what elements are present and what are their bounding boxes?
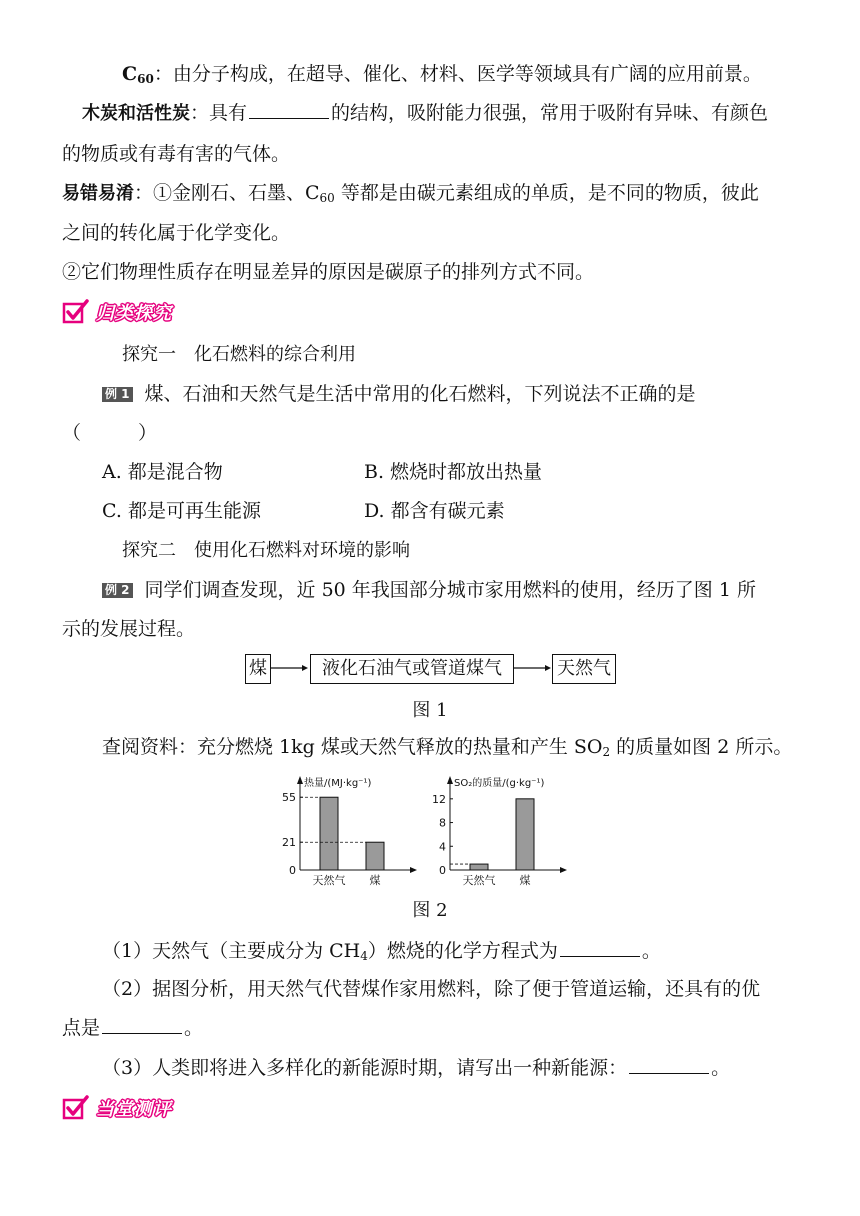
confuse-text-a: ：①金刚石、石墨、C (134, 182, 320, 204)
ex1-option-a: A. 都是混合物 (102, 461, 223, 483)
figure2-caption: 图 2 (412, 900, 448, 921)
section-title: 归类探究 (96, 303, 172, 324)
confuse-line (62, 178, 802, 213)
x-axis-arrow (410, 867, 417, 873)
x-tick-label: 煤 (519, 874, 531, 887)
confuse-label: 易错易淆 (62, 183, 134, 204)
info-text-b: 的质量如图 2 所示。 (610, 736, 793, 758)
checkbox-icon (62, 1095, 90, 1121)
q2-text-c: 。 (184, 1017, 204, 1039)
q1-sub: 4 (360, 949, 368, 963)
ex2-stem-a: 同学们调查发现，近 50 年我国部分城市家用燃料的使用，经历了图 1 所 (144, 579, 756, 601)
q1-text-c: 。 (641, 940, 661, 962)
c60-line (122, 59, 860, 94)
q1-text-b: ）燃烧的化学方程式为 (367, 940, 558, 962)
y-axis-label: SO₂的质量/(g·kg⁻¹) (454, 778, 545, 789)
q2-blank (102, 1015, 182, 1034)
x-axis-arrow (560, 867, 567, 873)
y-tick-label: 21 (282, 836, 296, 850)
flow-box-lpg: 液化石油气或管道煤气 (310, 654, 514, 684)
info-text-a: 查阅资料：充分燃烧 1kg 煤或天然气释放的热量和产生 SO (102, 736, 603, 758)
flow-arrow-1 (270, 660, 310, 676)
ex2-stem-b: 示的发展过程。 (62, 618, 196, 640)
x-tick-label: 天然气 (312, 874, 346, 887)
y-axis-arrow (447, 776, 453, 784)
charcoal-line (82, 98, 822, 129)
c60-text: ：由分子构成，在超导、催化、材料、医学等领域具有广阔的应用前景。 (153, 63, 762, 85)
ex1-option-c: C. 都是可再生能源 (102, 500, 261, 522)
charcoal-text-a: ：具有 (190, 102, 248, 124)
ex1-badge: 例 1 (102, 387, 133, 402)
y-tick-label: 0 (289, 864, 296, 877)
ex2-stem-line (102, 575, 842, 605)
y-tick-label: 55 (282, 791, 296, 805)
ex1-option-b: B. 燃烧时都放出热量 (364, 461, 543, 483)
bar (320, 797, 338, 870)
question-2: （2）据图分析，用天然气代替煤作家用燃料，除了便于管道运输，还具有的优 (102, 978, 761, 1000)
confuse-text-b: 等都是由碳元素组成的单质，是不同的物质，彼此 (334, 182, 759, 204)
ex2-info-line (102, 732, 842, 767)
y-tick-label: 8 (439, 816, 446, 830)
y-axis-label: 热量/(MJ·kg⁻¹) (304, 778, 372, 789)
section-heading-explore (62, 298, 172, 326)
confuse-line-3: ②它们物理性质存在明显差异的原因是碳原子的排列方式不同。 (62, 261, 595, 283)
flow-box-gas: 天然气 (552, 654, 616, 684)
y-axis-arrow (297, 776, 303, 784)
flow-box-coal: 煤 (245, 654, 271, 684)
x-tick-label: 天然气 (462, 874, 496, 887)
bar (516, 799, 534, 870)
ex1-option-d: D. 都含有碳元素 (364, 500, 505, 522)
bar (470, 864, 488, 870)
ex1-stem: 煤、石油和天然气是生活中常用的化石燃料，下列说法不正确的是 (144, 383, 696, 405)
charcoal-blank (249, 100, 329, 119)
checkbox-icon (62, 299, 90, 325)
confuse-line-2: 之间的转化属于化学变化。 (62, 222, 291, 244)
q1-text-a: （1）天然气（主要成分为 CH (102, 940, 361, 962)
q1-blank (560, 938, 640, 957)
q2-text-b: 点是 (62, 1017, 101, 1039)
charcoal-text-b: 的结构，吸附能力很强，常用于吸附有异味、有颜色 (331, 102, 769, 124)
section-heading-test (62, 1094, 172, 1122)
bar (366, 842, 384, 870)
flow-arrow-2 (513, 660, 553, 676)
q3-blank (629, 1055, 709, 1074)
question-2-cont (62, 1013, 802, 1043)
explore2-title: 探究二 使用化石燃料对环境的影响 (122, 540, 410, 561)
charcoal-line-2: 的物质或有毒有害的气体。 (62, 143, 291, 165)
explore1-title: 探究一 化石燃料的综合利用 (122, 344, 356, 365)
ex1-paren: （ ） (62, 422, 158, 444)
y-tick-label: 12 (432, 792, 446, 806)
x-tick-label: 煤 (369, 874, 381, 887)
confuse-sub: 60 (319, 191, 335, 205)
q3-text-c: 。 (711, 1057, 731, 1079)
charcoal-label: 木炭和活性炭 (82, 103, 190, 124)
q3-text-a: （3）人类即将进入多样化的新能源时期，请写出一种新能源： (102, 1057, 628, 1079)
question-1 (102, 936, 842, 971)
y-tick-label: 4 (439, 840, 446, 854)
c60-label: $C_{60}$ (122, 63, 154, 86)
y-tick-label: 0 (439, 864, 446, 877)
ex1-stem-line (102, 379, 842, 409)
info-sub: 2 (602, 745, 611, 759)
so2-bar-chart (420, 768, 570, 888)
section-title: 当堂测评 (96, 1099, 172, 1120)
ex2-badge: 例 2 (102, 583, 133, 598)
heat-bar-chart (270, 768, 420, 888)
figure1-caption: 图 1 (412, 700, 448, 721)
question-3 (102, 1053, 842, 1083)
